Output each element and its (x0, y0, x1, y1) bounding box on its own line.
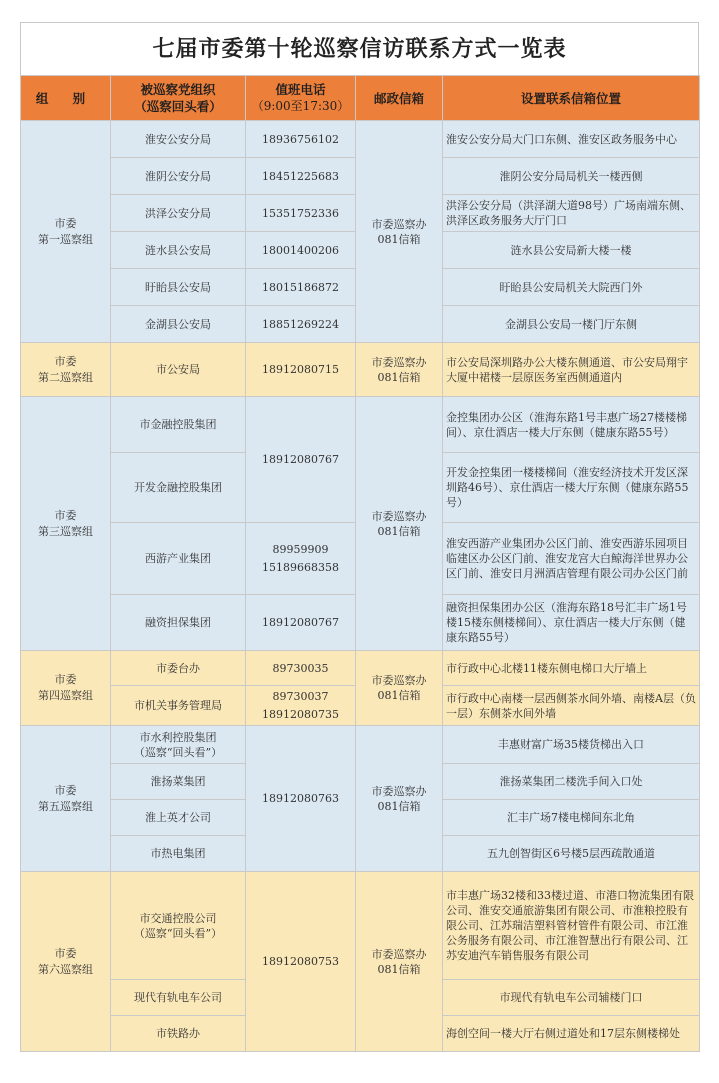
location-cell: 开发金控集团一楼楼梯间（淮安经济技术开发区深圳路46号）、京仕酒店一楼大厅东侧（健康东路55号） (443, 453, 700, 523)
header-mailbox: 邮政信箱 (356, 76, 443, 121)
phone-line1: 89730037 (272, 689, 329, 703)
location-cell: 淮安公安分局大门口东侧、淮安区政务服务中心 (443, 121, 700, 158)
group-name-line1: 市委 (54, 354, 77, 368)
mailbox-line2: 081信箱 (377, 524, 421, 538)
table-row (21, 343, 700, 397)
phone-cell: 18912080753 (246, 872, 356, 1052)
header-row (21, 76, 700, 121)
mailbox-line2: 081信箱 (377, 962, 421, 976)
org-line2: （巡察“回头看”） (133, 926, 223, 940)
header-org (111, 76, 246, 121)
org-cell: 市委台办 (111, 651, 246, 686)
group-name-line1: 市委 (54, 946, 77, 960)
mailbox-cell (356, 397, 443, 651)
phone-cell: 18015186872 (246, 269, 356, 306)
location-cell: 淮安西游产业集团办公区门前、淮安西游乐园项目临建区办公区门前、淮安龙宫大白鲸海洋世界办公区门前、淮安日月洲酒店管理有限公司办公区门前 (443, 523, 700, 595)
phone-cell: 18912080715 (246, 343, 356, 397)
phone-cell (246, 523, 356, 595)
location-cell: 盱眙县公安局机关大院西门外 (443, 269, 700, 306)
page (20, 22, 699, 1052)
org-cell: 淮安公安分局 (111, 121, 246, 158)
location-cell: 融资担保集团办公区（淮海东路18号汇丰广场1号楼15楼东侧楼梯间）、京仕酒店一楼大厅东侧（健康东路55号） (443, 595, 700, 651)
mailbox-line2: 081信箱 (377, 370, 421, 384)
mailbox-line2: 081信箱 (377, 689, 421, 702)
phone-cell: 18912080767 (246, 397, 356, 523)
phone-line2: 18912080735 (262, 707, 339, 721)
mailbox-line1: 市委巡察办 (371, 355, 427, 369)
phone-cell: 18936756102 (246, 121, 356, 158)
org-cell: 盱眙县公安局 (111, 269, 246, 306)
phone-cell (246, 686, 356, 726)
table-row (21, 726, 700, 764)
org-cell: 淮上英才公司 (111, 800, 246, 836)
location-cell: 市现代有轨电车公司辅楼门口 (443, 980, 700, 1016)
contact-table (20, 75, 700, 1052)
group-name (21, 343, 111, 397)
phone-cell: 15351752336 (246, 195, 356, 232)
org-cell: 淮阴公安分局 (111, 158, 246, 195)
org-cell: 市公安局 (111, 343, 246, 397)
mailbox-cell (356, 343, 443, 397)
location-cell: 淮扬菜集团二楼洗手间入口处 (443, 764, 700, 800)
group-name-line2: 第三巡察组 (38, 524, 93, 538)
phone-cell: 18001400206 (246, 232, 356, 269)
org-cell (111, 726, 246, 764)
location-cell: 海创空间一楼大厅右侧过道处和17层东侧楼梯处 (443, 1016, 700, 1052)
mailbox-cell (356, 651, 443, 726)
location-cell: 市公安局深圳路办公大楼东侧通道、市公安局翔宇大厦中裙楼一层原医务室西侧通道内 (443, 343, 700, 397)
mailbox-line2: 081信箱 (377, 799, 421, 813)
location-cell: 丰惠财富广场35楼货梯出入口 (443, 726, 700, 764)
mailbox-line2: 081信箱 (377, 232, 421, 246)
group-name (21, 121, 111, 343)
phone-line1: 89959909 (272, 542, 329, 556)
location-cell: 涟水县公安局新大楼一楼 (443, 232, 700, 269)
org-cell: 洪泽公安分局 (111, 195, 246, 232)
phone-cell: 18451225683 (246, 158, 356, 195)
group-name (21, 397, 111, 651)
group-name-line2: 第五巡察组 (38, 799, 93, 813)
mailbox-cell (356, 872, 443, 1052)
group-name-line1: 市委 (54, 783, 77, 797)
org-cell: 市金融控股集团 (111, 397, 246, 453)
mailbox-cell (356, 121, 443, 343)
location-cell: 市行政中心南楼一层西侧茶水间外墙、南楼A层（负一层）东侧茶水间外墙 (443, 686, 700, 726)
location-cell: 汇丰广场7楼电梯间东北角 (443, 800, 700, 836)
location-cell: 金控集团办公区（淮海东路1号丰惠广场27楼楼梯间）、京仕酒店一楼大厅东侧（健康东路55号） (443, 397, 700, 453)
location-cell: 五九创智街区6号楼5层西疏散通道 (443, 836, 700, 872)
header-phone-line2: （9:00至17:30） (251, 99, 350, 113)
mailbox-line1: 市委巡察办 (371, 947, 427, 961)
org-cell: 融资担保集团 (111, 595, 246, 651)
group-name-line1: 市委 (54, 673, 77, 686)
table-row (21, 651, 700, 686)
group-name-line2: 第一巡察组 (38, 232, 93, 246)
table-row (21, 121, 700, 158)
header-phone-line1: 值班电话 (275, 82, 326, 97)
org-cell: 市铁路办 (111, 1016, 246, 1052)
location-cell: 淮阴公安分局局机关一楼西侧 (443, 158, 700, 195)
group-name (21, 726, 111, 872)
header-org-line1: 被巡察党组织 (140, 82, 216, 97)
group-name-line2: 第六巡察组 (38, 962, 93, 976)
page-title: 七届市委第十轮巡察信访联系方式一览表 (20, 22, 699, 75)
location-cell: 金湖县公安局一楼门厅东侧 (443, 306, 700, 343)
group-name-line1: 市委 (54, 216, 77, 230)
org-cell: 西游产业集团 (111, 523, 246, 595)
mailbox-cell (356, 726, 443, 872)
header-location: 设置联系信箱位置 (443, 76, 700, 121)
table-row (21, 397, 700, 453)
org-cell: 淮扬菜集团 (111, 764, 246, 800)
org-line2: （巡察“回头看”） (133, 745, 223, 759)
org-cell: 市机关事务管理局 (111, 686, 246, 726)
location-cell: 市行政中心北楼11楼东侧电梯口大厅墙上 (443, 651, 700, 686)
org-line1: 市水利控股集团 (139, 730, 217, 744)
mailbox-line1: 市委巡察办 (371, 784, 427, 798)
location-cell: 洪泽公安分局（洪泽湖大道98号）广场南端东侧、洪泽区政务服务大厅门口 (443, 195, 700, 232)
location-cell: 市丰惠广场32楼和33楼过道、市港口物流集团有限公司、淮安交通旅游集团有限公司、市淮粮控股有限公司、江苏瑞洁塑料管材管件有限公司、市江淮公务服务有限公司、市江淮智慧出行有限公司、江苏安迪汽车销售服务有限公司 (443, 872, 700, 980)
mailbox-line1: 市委巡察办 (371, 217, 427, 231)
org-cell: 市热电集团 (111, 836, 246, 872)
group-name (21, 872, 111, 1052)
org-cell: 涟水县公安局 (111, 232, 246, 269)
header-org-line2: （巡察回头看） (134, 99, 222, 114)
header-group: 组 别 (21, 76, 111, 121)
org-cell: 现代有轨电车公司 (111, 980, 246, 1016)
phone-cell: 89730035 (246, 651, 356, 686)
org-cell: 开发金融控股集团 (111, 453, 246, 523)
group-name-line1: 市委 (54, 508, 77, 522)
group-name-line2: 第四巡察组 (38, 689, 93, 702)
phone-cell: 18912080763 (246, 726, 356, 872)
phone-cell: 18912080767 (246, 595, 356, 651)
group-name-line2: 第二巡察组 (38, 370, 93, 384)
phone-cell: 18851269224 (246, 306, 356, 343)
phone-line2: 15189668358 (262, 560, 339, 574)
group-name (21, 651, 111, 726)
org-cell: 金湖县公安局 (111, 306, 246, 343)
org-line1: 市交通控股公司 (139, 911, 217, 925)
header-phone (246, 76, 356, 121)
mailbox-line1: 市委巡察办 (371, 509, 427, 523)
org-cell (111, 872, 246, 980)
mailbox-line1: 市委巡察办 (371, 674, 427, 687)
table-row (21, 872, 700, 980)
